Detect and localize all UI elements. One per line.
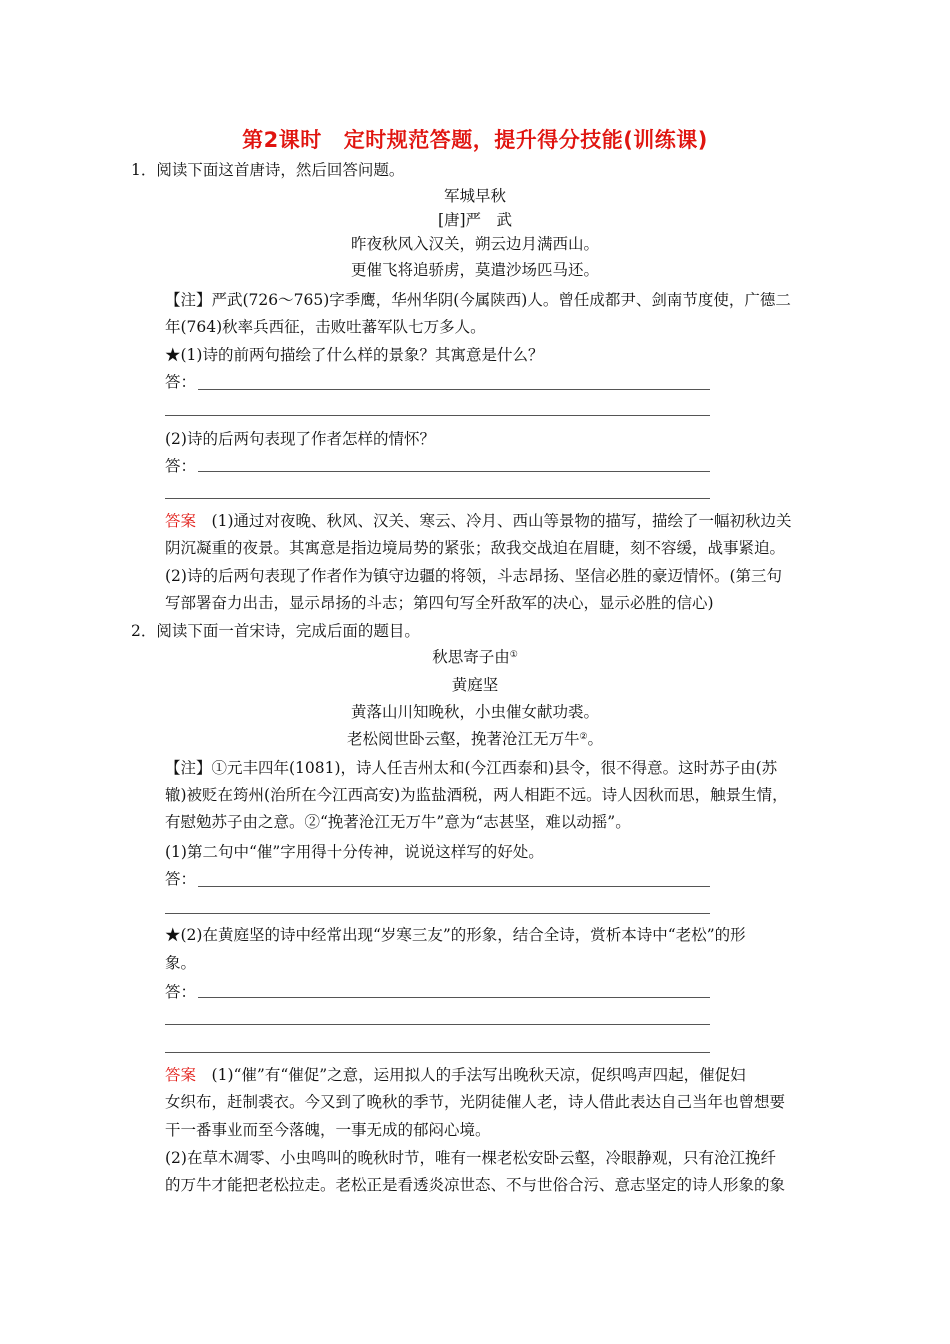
- q1-poem-line1: 昨夜秋风入汉关，朔云边月满西山。: [350, 235, 599, 253]
- lesson-title: 定时规范答题，提升得分技能(训练课): [343, 128, 708, 152]
- q1-answer-line1: 答案 (1)通过对夜晚、秋风、汉关、寒云、冷月、西山等景物的描写，描绘了一幅初秋边关: [165, 512, 792, 530]
- q2-poem-author: 黄庭坚: [451, 676, 499, 694]
- q2-note-line2: 辙)被贬在筠州(治所在今江西高安)为监盐酒税，两人相距不远。诗人因秋而思，触景生情，: [165, 786, 788, 804]
- q2-sub2-line1: ★(2)在黄庭坚的诗中经常出现“岁寒三友”的形象，结合全诗，赏析本诗中“老松”的形: [165, 926, 746, 944]
- q2-answer-line[interactable]: [165, 1024, 710, 1025]
- q1-answer-line4: 写部署奋力出击，显示昂扬的斗志；第四句写全歼敌军的决心，显示必胜的信心): [165, 594, 714, 612]
- q2-intro: 2．阅读下面一首宋诗，完成后面的题目。: [131, 622, 420, 640]
- q2-note-line1: 【注】①元丰四年(1081)，诗人任吉州太和(今江西泰和)县令，很不得意。这时苏子由(苏: [165, 759, 778, 777]
- q2-answer-line[interactable]: [165, 913, 710, 914]
- q2-answer-prompt-2: 答：: [165, 983, 197, 1001]
- q1-answer-line[interactable]: [198, 389, 710, 390]
- q2-poem-line1: 黄落山川知晚秋，小虫催女献功裘。: [350, 703, 599, 721]
- q2-answer-line5: 的万牛才能把老松拉走。老松正是看透炎凉世态、不与世俗合污、意志坚定的诗人形象的象: [165, 1176, 786, 1194]
- q2-answer-prompt-1: 答：: [165, 870, 197, 888]
- q1-answer-prompt-2: 答：: [165, 457, 197, 475]
- lesson-number: 第2课时: [242, 128, 322, 152]
- answer-label: 答案: [165, 512, 197, 530]
- q2-note-line3: 有慰勉苏子由之意。②“挽著沧江无万牛”意为“志甚坚，难以动摇”。: [165, 813, 631, 831]
- q1-answer-prompt-1: 答：: [165, 373, 197, 391]
- q1-answer-line[interactable]: [165, 415, 710, 416]
- q1-note-line1: 【注】严武(726～765)字季鹰，华州华阴(今属陕西)人。曾任成都尹、剑南节度使，广德二: [165, 291, 791, 309]
- q1-poem-title: 军城早秋: [443, 187, 506, 205]
- q1-poem-author: [唐]严 武: [437, 211, 513, 229]
- q2-answer-line3: 干一番事业而至今落魄，一事无成的郁闷心境。: [165, 1121, 491, 1139]
- footnote-marker: ②: [579, 732, 588, 742]
- q2-answer-line1: 答案 (1)“催”有“催促”之意，运用拟人的手法写出晚秋天凉，促织鸣声四起，催促妇: [165, 1066, 746, 1084]
- q2-poem-line2: 老松阅世卧云壑，挽著沧江无万牛②。: [346, 730, 604, 748]
- q1-poem-line2: 更催飞将追骄虏，莫遣沙场匹马还。: [350, 261, 599, 279]
- q2-answer-line[interactable]: [198, 886, 710, 887]
- q1-intro: 1．阅读下面这首唐诗，然后回答问题。: [131, 161, 405, 179]
- q1-answer-line[interactable]: [165, 498, 710, 499]
- q1-sub1: ★(1)诗的前两句描绘了什么样的景象？其寓意是什么？: [165, 346, 544, 364]
- q1-sub2: (2)诗的后两句表现了作者怎样的情怀？: [165, 430, 435, 448]
- q2-sub1: (1)第二句中“催”字用得十分传神，说说这样写的好处。: [165, 843, 544, 861]
- q1-note-line2: 年(764)秋率兵西征，击败吐蕃军队七万多人。: [165, 318, 486, 336]
- page-title: [0, 124, 950, 154]
- q2-answer-line4: (2)在草木凋零、小虫鸣叫的晚秋时节，唯有一棵老松安卧云壑，冷眼静观，只有沧江挽纤: [165, 1149, 776, 1167]
- q1-answer-line[interactable]: [198, 471, 710, 472]
- q2-sub2-line2: 象。: [165, 954, 197, 972]
- q2-answer-line[interactable]: [165, 1052, 710, 1053]
- q1-answer-line3: (2)诗的后两句表现了作者作为镇守边疆的将领，斗志昂扬、坚信必胜的豪迈情怀。(第三句: [165, 567, 783, 585]
- q2-poem-title: 秋思寄子由①: [432, 648, 518, 666]
- q2-answer-line[interactable]: [198, 997, 710, 998]
- q2-answer-line2: 女织布，赶制裘衣。今又到了晚秋的季节，光阴徒催人老，诗人借此表达自己当年也曾想要: [165, 1093, 786, 1111]
- answer-label: 答案: [165, 1066, 197, 1084]
- q1-answer-line2: 阴沉凝重的夜景。其寓意是指边境局势的紧张；敌我交战迫在眉睫，刻不容缓，战事紧迫。: [165, 539, 786, 557]
- footnote-marker: ①: [509, 650, 518, 660]
